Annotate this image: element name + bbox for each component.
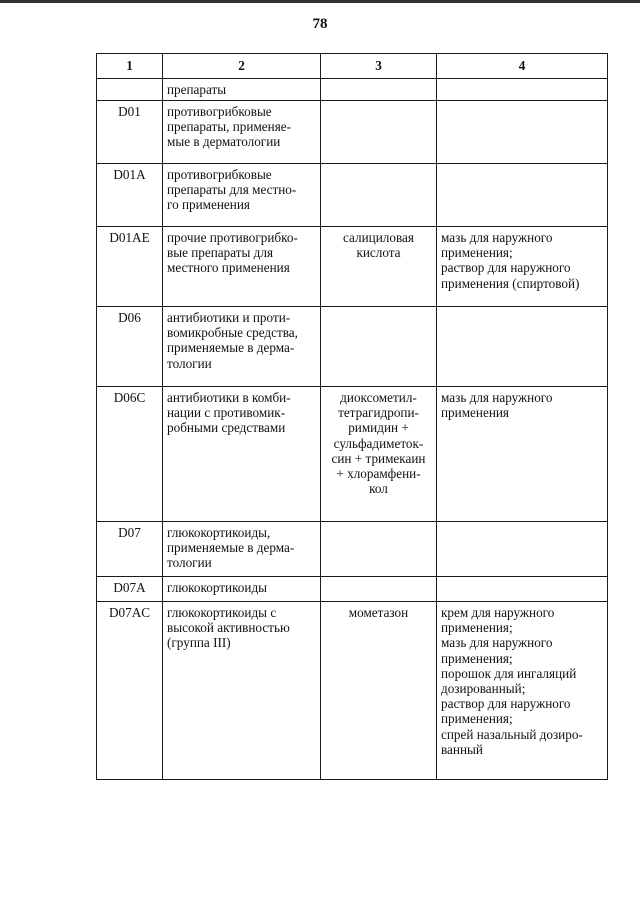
cell-text-line: кислота <box>356 245 401 261</box>
dosage-forms-cell <box>437 227 608 307</box>
anatomical-group-cell <box>163 101 321 164</box>
drug-substance-cell <box>321 602 437 780</box>
cell-text-line: глюкокортикоиды <box>167 580 268 595</box>
anatomical-group-cell <box>163 387 321 522</box>
anatomical-group-cell <box>163 577 321 602</box>
cell-text-line: применения; <box>441 711 513 727</box>
table-header-row <box>97 54 608 79</box>
cell-text-line: противогрибковые <box>167 104 272 119</box>
drug-substance-cell <box>321 79 437 101</box>
cell-text-line: высокой активностью <box>167 620 290 636</box>
dosage-forms-cell <box>437 387 608 522</box>
cell-text-line: тетрагидропи- <box>338 405 419 421</box>
cell-text-line: глюкокортикоиды, <box>167 525 271 540</box>
cell-text-line: мазь для наружного <box>441 390 553 405</box>
cell-text-line: местного применения <box>167 260 290 276</box>
table-row <box>97 79 608 101</box>
column-header-3: 3 <box>321 54 437 79</box>
cell-text-line: применения (спиртовой) <box>441 275 580 291</box>
dosage-forms-cell <box>437 522 608 577</box>
table-row <box>97 602 608 780</box>
cell-text-line: вые препараты для <box>167 245 274 261</box>
cell-text-line: глюкокортикоиды с <box>167 605 277 620</box>
drug-substance-cell <box>321 307 437 387</box>
cell-text-line: раствор для наружного <box>441 696 571 712</box>
cell-text-line: мазь для наружного <box>441 635 553 651</box>
table-row <box>97 227 608 307</box>
cell-text-line: спрей назальный дозиро- <box>441 726 583 742</box>
drug-substance-cell <box>321 227 437 307</box>
cell-text-line: раствор для наружного <box>441 260 571 276</box>
column-header-2: 2 <box>163 54 321 79</box>
atc-code-cell: D01A <box>97 164 163 227</box>
cell-text-line: применяемые в дерма- <box>167 540 295 556</box>
table-row <box>97 522 608 577</box>
anatomical-group-cell <box>163 79 321 101</box>
drug-substance-cell <box>321 577 437 602</box>
cell-text-line: мометазон <box>348 605 409 620</box>
cell-text-line: препараты, применяе- <box>167 119 292 135</box>
cell-text-line: римидин + <box>348 420 409 436</box>
drug-substance-cell <box>321 101 437 164</box>
atc-code-cell: D01AE <box>97 227 163 307</box>
cell-text-line: нации с противомик- <box>167 405 286 421</box>
cell-text-line: дозированный; <box>441 681 526 697</box>
cell-text-line: антибиотики в комби- <box>167 390 291 405</box>
dosage-forms-cell <box>437 577 608 602</box>
dosage-forms-cell <box>437 164 608 227</box>
anatomical-group-cell <box>163 602 321 780</box>
column-header-4: 4 <box>437 54 608 79</box>
table-row <box>97 307 608 387</box>
cell-text-line: диоксометил- <box>340 390 417 405</box>
drug-substance-cell <box>321 164 437 227</box>
anatomical-group-cell <box>163 307 321 387</box>
atc-code-cell: D07AC <box>97 602 163 780</box>
cell-text-line: антибиотики и проти- <box>167 310 291 325</box>
cell-text-line: прочие противогрибко- <box>167 230 298 245</box>
cell-text-line: тологии <box>167 555 212 571</box>
drug-classification-table <box>96 53 608 780</box>
atc-code-cell: D01 <box>97 101 163 164</box>
drug-substance-cell <box>321 387 437 522</box>
cell-text-line: применения; <box>441 650 513 666</box>
cell-text-line: тологии <box>167 355 212 371</box>
anatomical-group-cell <box>163 164 321 227</box>
cell-text-line: салициловая <box>343 230 414 245</box>
dosage-forms-cell <box>437 602 608 780</box>
cell-text-line: порошок для ингаляций <box>441 665 577 681</box>
dosage-forms-cell <box>437 79 608 101</box>
cell-text-line: (группа III) <box>167 635 231 651</box>
anatomical-group-cell <box>163 522 321 577</box>
cell-text-line: крем для наружного <box>441 605 555 620</box>
cell-text-line: сульфадиметок- <box>333 435 424 451</box>
atc-code-cell: D06C <box>97 387 163 522</box>
top-rule <box>0 0 640 3</box>
cell-text-line: ванный <box>441 741 483 757</box>
column-header-1: 1 <box>97 54 163 79</box>
cell-text-line: робными средствами <box>167 420 286 436</box>
table-row <box>97 164 608 227</box>
cell-text-line: син + тримекаин <box>331 450 426 466</box>
anatomical-group-cell <box>163 227 321 307</box>
cell-text-line: кол <box>369 481 388 497</box>
cell-text-line: применения; <box>441 620 513 636</box>
cell-text-line: препараты для местно- <box>167 182 297 198</box>
table-row <box>97 577 608 602</box>
cell-text-line: вомикробные средства, <box>167 325 298 341</box>
cell-text-line: + хлорамфени- <box>336 466 421 482</box>
table-row <box>97 101 608 164</box>
atc-code-cell: D07 <box>97 522 163 577</box>
page-number: 78 <box>312 16 328 32</box>
table-row <box>97 387 608 522</box>
atc-code-cell: D06 <box>97 307 163 387</box>
atc-code-cell: D07A <box>97 577 163 602</box>
dosage-forms-cell <box>437 101 608 164</box>
cell-text-line: применяемые в дерма- <box>167 340 295 356</box>
cell-text-line: мые в дерматологии <box>167 134 281 150</box>
atc-code-cell <box>97 79 163 101</box>
drug-substance-cell <box>321 522 437 577</box>
cell-text-line: мазь для наружного <box>441 230 553 245</box>
cell-text-line: противогрибковые <box>167 167 272 182</box>
table-body <box>97 79 608 780</box>
cell-text-line: го применения <box>167 197 250 213</box>
dosage-forms-cell <box>437 307 608 387</box>
cell-text-line: применения; <box>441 245 513 261</box>
cell-text-line: препараты <box>167 82 227 97</box>
cell-text-line: применения <box>441 405 509 421</box>
